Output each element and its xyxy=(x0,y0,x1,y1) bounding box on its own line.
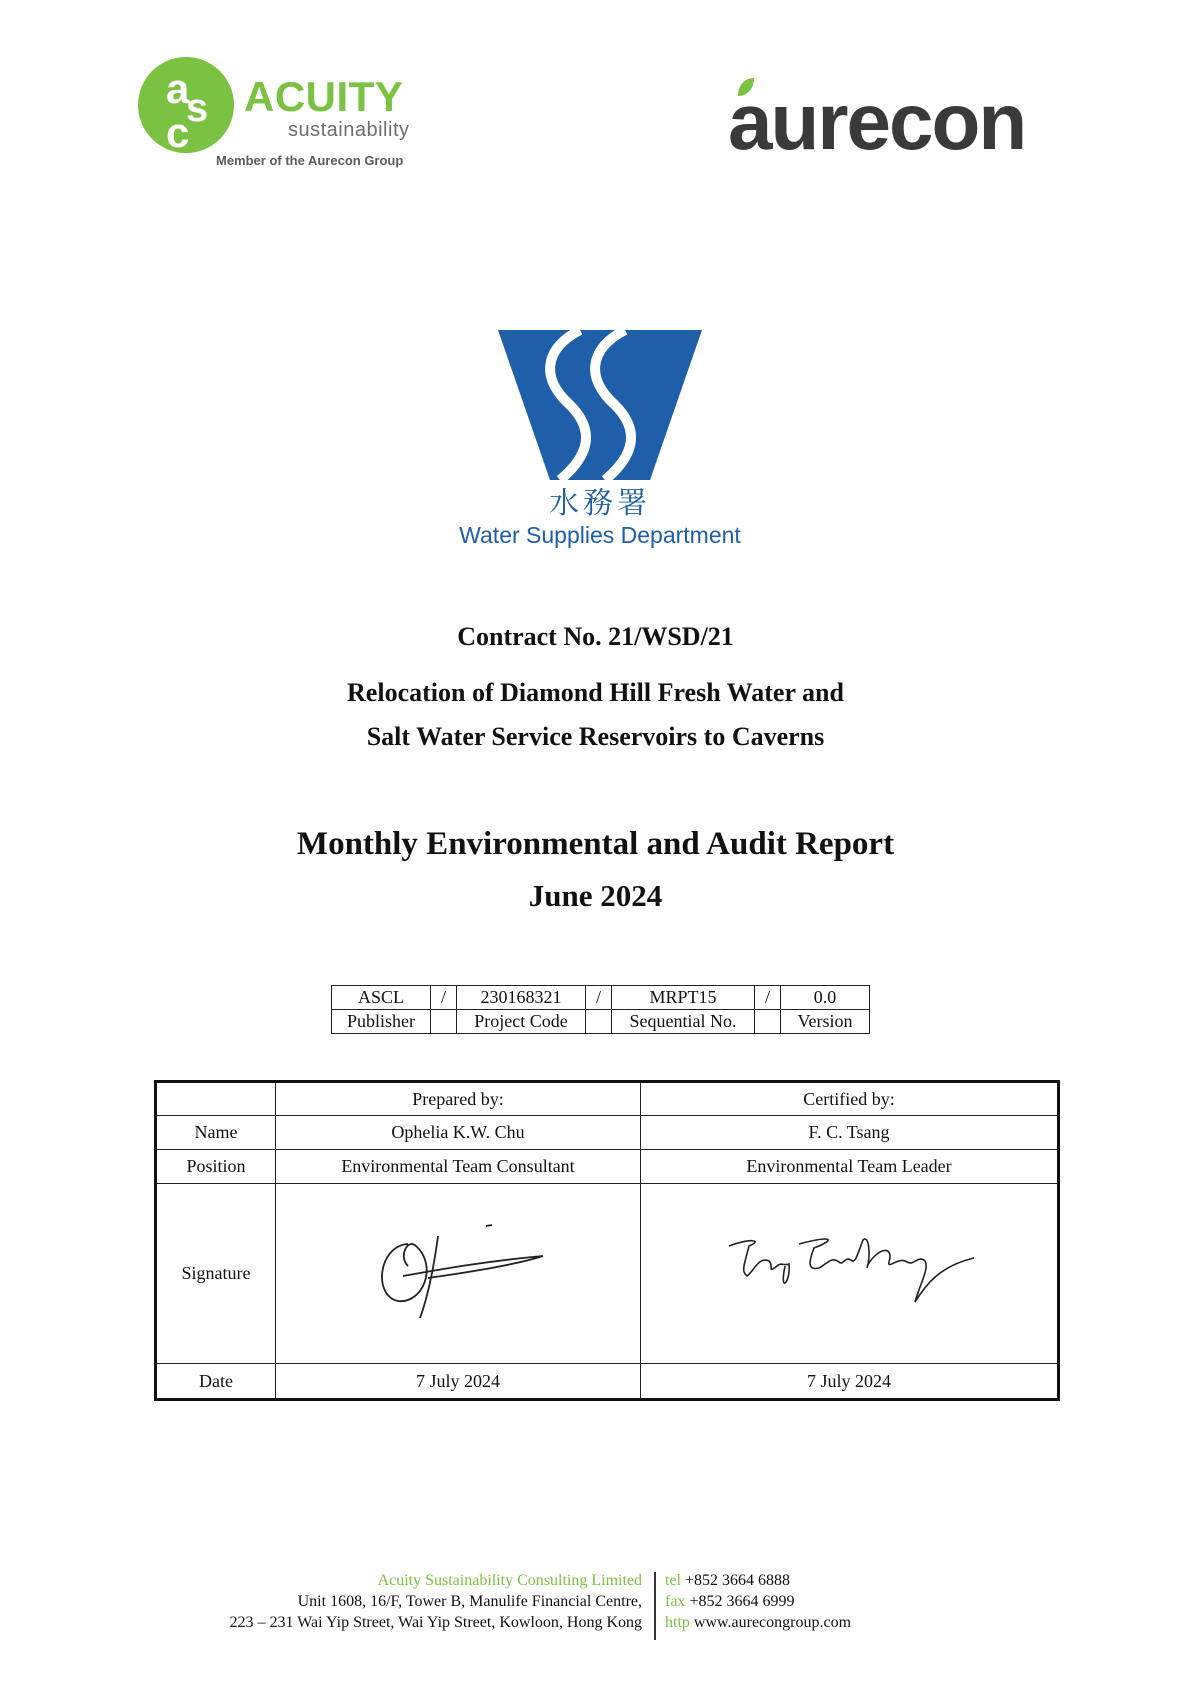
aurecon-logo xyxy=(728,70,1058,166)
certified-date: 7 July 2024 xyxy=(641,1364,1059,1400)
signoff-table xyxy=(154,1080,1060,1401)
acuity-brand-sub: sustainability xyxy=(288,119,410,141)
ref-publisher-label: Publisher xyxy=(332,1010,431,1034)
prepared-position: Environmental Team Consultant xyxy=(276,1150,641,1184)
certified-position: Environmental Team Leader xyxy=(641,1150,1059,1184)
ref-blank xyxy=(586,1010,612,1034)
signoff-date-row xyxy=(156,1364,1059,1400)
footer-tel-label: tel xyxy=(665,1572,681,1589)
ref-sequential-value: MRPT15 xyxy=(612,986,755,1010)
ref-blank xyxy=(755,1010,781,1034)
wsd-chinese-name: 水務署 xyxy=(549,486,651,521)
signature-label: Signature xyxy=(156,1184,276,1364)
project-title-line2: Salt Water Service Reservoirs to Caverns xyxy=(366,722,825,751)
aurecon-wordmark: aurecon xyxy=(728,77,1026,166)
signoff-header-row xyxy=(156,1082,1059,1116)
footer-web-link[interactable]: www.aurecongroup.com xyxy=(693,1614,852,1631)
svg-text:s: s xyxy=(186,86,209,130)
project-title-line1: Relocation of Diamond Hill Fresh Water and xyxy=(347,678,844,707)
footer-tel-value: +852 3664 6888 xyxy=(685,1572,791,1589)
ref-sequential-label: Sequential No. xyxy=(612,1010,755,1034)
signoff-corner-cell xyxy=(156,1082,276,1116)
acuity-member-tagline: Member of the Aurecon Group xyxy=(216,153,404,168)
report-title: Monthly Environmental and Audit Report xyxy=(296,826,895,862)
reference-labels-row xyxy=(332,1010,870,1034)
signoff-name-row xyxy=(156,1116,1059,1150)
reference-values-row xyxy=(332,986,870,1010)
svg-text:c: c xyxy=(166,109,190,155)
footer-address-line2: 223 – 231 Wai Yip Street, Wai Yip Street, Kowloon, Hong Kong xyxy=(229,1614,642,1631)
acuity-circle-icon xyxy=(136,55,236,155)
contract-number: Contract No. 21/WSD/21 xyxy=(457,622,734,651)
certified-signature-image xyxy=(719,1226,979,1316)
footer-company: Acuity Sustainability Consulting Limited xyxy=(377,1572,642,1589)
footer-web-label: http xyxy=(665,1614,690,1631)
footer-fax-label: fax xyxy=(665,1593,686,1610)
name-label: Name xyxy=(156,1116,276,1150)
acuity-brand-name: ACUITY xyxy=(244,73,404,120)
footer-fax-value: +852 3664 6999 xyxy=(689,1593,795,1610)
date-label: Date xyxy=(156,1364,276,1400)
wsd-english-name: Water Supplies Department xyxy=(459,522,741,548)
ref-version-label: Version xyxy=(781,1010,870,1034)
footer-web xyxy=(665,1612,851,1633)
footer-divider xyxy=(654,1572,656,1640)
ref-blank xyxy=(431,1010,457,1034)
prepared-signature xyxy=(276,1184,641,1364)
certified-name: F. C. Tsang xyxy=(641,1116,1059,1150)
wsd-logo xyxy=(430,330,770,560)
position-label: Position xyxy=(156,1150,276,1184)
certified-signature xyxy=(641,1184,1059,1364)
ref-project-code-value: 230168321 xyxy=(457,986,586,1010)
svg-text:a: a xyxy=(166,65,190,112)
ref-separator: / xyxy=(755,986,781,1010)
acuity-logo xyxy=(136,55,426,175)
certified-by-header: Certified by: xyxy=(641,1082,1059,1116)
prepared-signature-image xyxy=(368,1216,548,1326)
footer-contact xyxy=(665,1570,851,1633)
ref-publisher-value: ASCL xyxy=(332,986,431,1010)
ref-separator: / xyxy=(586,986,612,1010)
prepared-name: Ophelia K.W. Chu xyxy=(276,1116,641,1150)
prepared-by-header: Prepared by: xyxy=(276,1082,641,1116)
wsd-emblem-icon xyxy=(430,330,770,480)
footer-fax xyxy=(665,1591,851,1612)
footer-tel xyxy=(665,1570,851,1591)
ref-project-code-label: Project Code xyxy=(457,1010,586,1034)
footer-address xyxy=(100,1570,642,1633)
signoff-position-row xyxy=(156,1150,1059,1184)
report-period: June 2024 xyxy=(528,878,663,913)
footer-address-line1: Unit 1608, 16/F, Tower B, Manulife Financial Centre, xyxy=(297,1593,642,1610)
prepared-date: 7 July 2024 xyxy=(276,1364,641,1400)
document-reference-table xyxy=(331,985,870,1034)
ref-version-value: 0.0 xyxy=(781,986,870,1010)
ref-separator: / xyxy=(431,986,457,1010)
signoff-signature-row xyxy=(156,1184,1059,1364)
